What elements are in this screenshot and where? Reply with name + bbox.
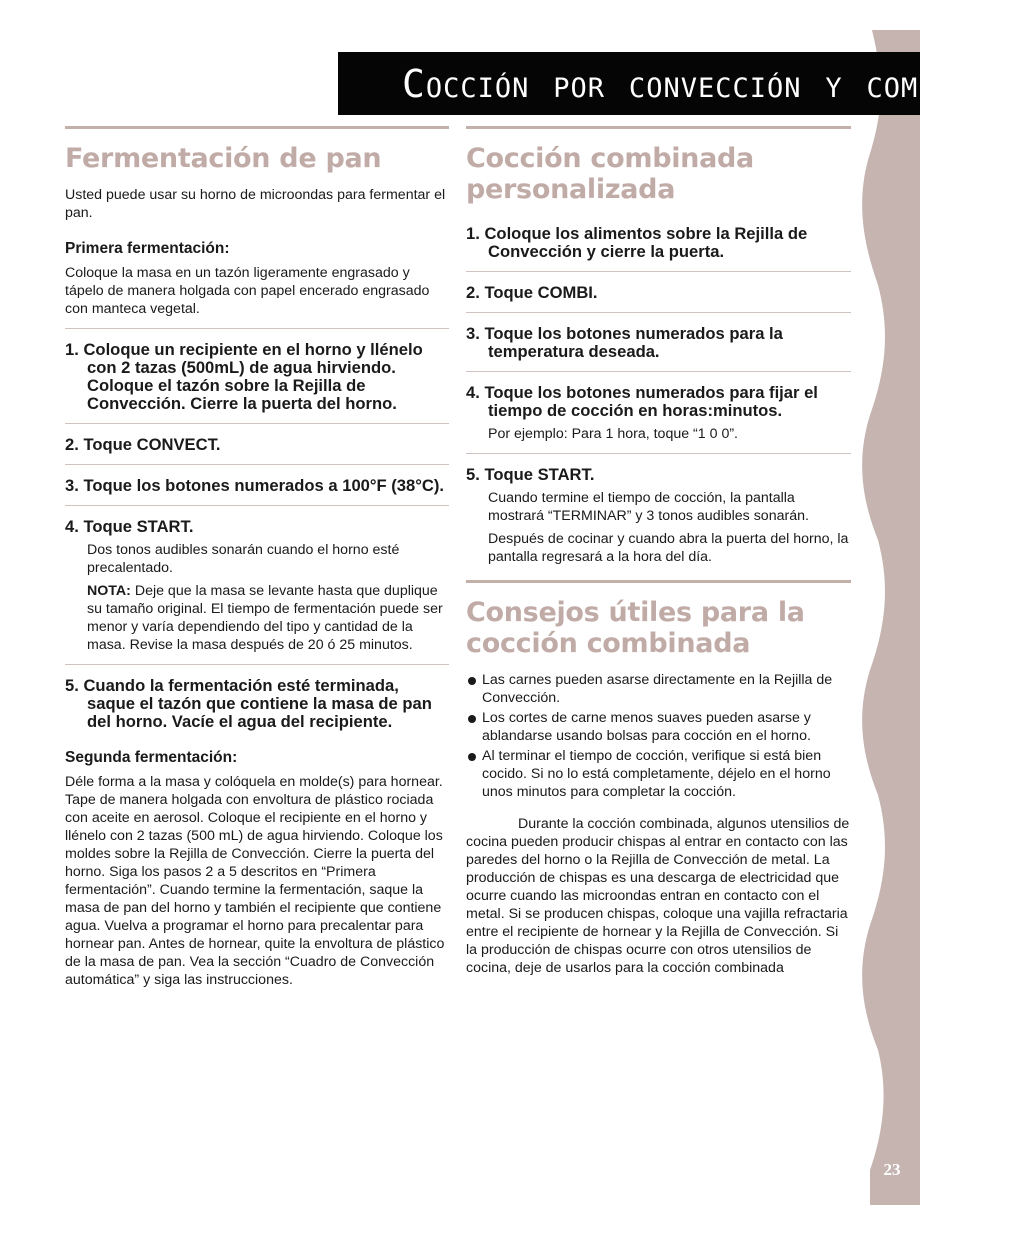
list-item: Las carnes pueden asarse directamente en la Rejilla de Convección. [466, 671, 851, 707]
divider [65, 423, 449, 424]
step-5: 5. Cuando la fermentación esté terminada, saque el tazón que contiene la masa de pan del horno. Vacíe el agua del recipiente. [65, 676, 432, 731]
section-rule [65, 126, 449, 129]
combi-step-4-note: Por ejemplo: Para 1 hora, toque “1 0 0”. [488, 426, 738, 442]
step-3: 3. Toque los botones numerados a 100°F (38°C). [65, 476, 445, 495]
note-text: Deje que la masa se levante hasta que duplique su tamaño original. El tiempo de fermentación puede ser menor y varía dependiendo del tipo y cantidad de la masa. Revise la masa después de 20 ó 25 minutos. [87, 583, 443, 653]
divider [65, 464, 449, 465]
section-rule [466, 580, 851, 583]
tips-list [466, 671, 851, 801]
combi-step-5: 5. Toque START. [466, 465, 595, 484]
note-label: NOTA: [87, 583, 131, 599]
combi-step-5-notes [466, 489, 851, 566]
page-number: 23 [883, 1160, 901, 1179]
combi-step-4: 4. Toque los botones numerados para fijar el tiempo de cocción en horas:minutos. [466, 383, 818, 420]
list-item: Al terminar el tiempo de cocción, verifique si está bien cocido. Si no lo está completamente, déjelo en el horno unos minutos para completar la cocción. [466, 747, 851, 801]
wavy-band-graphic [862, 30, 920, 1205]
divider [466, 453, 851, 454]
first-fermentation-text: Coloque la masa en un tazón ligeramente engrasado y tápelo de manera holgada con papel encerado engrasado con manteca vegetal. [65, 265, 430, 317]
section-heading-tips: Consejos útiles para la cocción combinada [466, 597, 805, 659]
step-1: 1. Coloque un recipiente en el horno y llénelo con 2 tazas (500mL) de agua hirviendo. Coloque el tazón sobre la Rejilla de Convección. Cierre la puerta del horno. [65, 340, 423, 413]
tips-paragraph: Durante la cocción combinada, algunos utensilios de cocina pueden producir chispas al entrar en contacto con las paredes del horno o la Rejilla de Convección de metal. La producción de chispas es una descarga de electricidad que ocurre cuando las microondas entran en contacto con el metal. Si se producen chispas, coloque una vajilla refractaria entre el recipiente de hornear y la Rejilla de Convección. Si la producción de chispas ocurre con otros utensilios de cocina, deje de usarlos para la cocción combinada [466, 816, 850, 976]
list-item: Los cortes de carne menos suaves pueden asarse y ablandarse usando bolsas para cocción en el horno. [466, 709, 851, 745]
side-band [862, 30, 920, 1205]
section-heading-combi: Cocción combinada personalizada [466, 143, 754, 205]
divider [65, 505, 449, 506]
combi-step-5-note: Cuando termine el tiempo de cocción, la pantalla mostrará “TERMINAR” y 3 tonos audibles sonarán. [488, 490, 809, 524]
divider [466, 271, 851, 272]
step-4: 4. Toque START. [65, 517, 194, 536]
divider [466, 371, 851, 372]
combi-step-1: 1. Coloque los alimentos sobre la Rejilla de Convección y cierre la puerta. [466, 224, 808, 261]
step-4-note: Dos tonos audibles sonarán cuando el horno esté precalentado. [87, 542, 400, 576]
step-2: 2. Toque CONVECT. [65, 435, 221, 454]
second-fermentation-text: Déle forma a la masa y colóquela en molde(s) para hornear. Tape de manera holgada con envoltura de plástico rociada con aceite en aerosol. Coloque el recipiente en el horno y llénelo con 2 tazas (500 mL) de agua hirviendo. Coloque los moldes sobre la Rejilla de Convección. Cierre la puerta del horno. Siga los pasos 2 a 5 descritos en “Primera fermentación”. Cuando termine la fermentación, saque la masa de pan del horno y también el recipiente que contiene agua. Vuelva a programar el horno para precalentar para hornear pan. Antes de hornear, quite la envoltura de plástico de la masa de pan. Vea la sección “Cuadro de Convección automática” y siga las instrucciones. [65, 774, 445, 988]
combi-step-2: 2. Toque COMBI. [466, 283, 598, 302]
step-4-notes [65, 541, 449, 654]
divider [65, 664, 449, 665]
left-column [65, 126, 449, 989]
subheading-first-fermentation: Primera fermentación: [65, 240, 230, 257]
combi-step-4-notes [466, 425, 851, 443]
section-rule [466, 126, 851, 129]
note-paragraph [87, 582, 449, 654]
page-title: Cocción por convección y combinada [338, 52, 920, 115]
divider [65, 328, 449, 329]
combi-step-3: 3. Toque los botones numerados para la temperatura deseada. [466, 324, 783, 361]
combi-step-5-note: Después de cocinar y cuando abra la puerta del horno, la pantalla regresará a la hora del día. [488, 531, 849, 565]
divider [466, 312, 851, 313]
intro-text: Usted puede usar su horno de microondas para fermentar el pan. [65, 187, 446, 221]
right-column [466, 126, 851, 977]
subheading-second-fermentation: Segunda fermentación: [65, 749, 238, 766]
section-heading-fermentation: Fermentación de pan [65, 143, 382, 174]
